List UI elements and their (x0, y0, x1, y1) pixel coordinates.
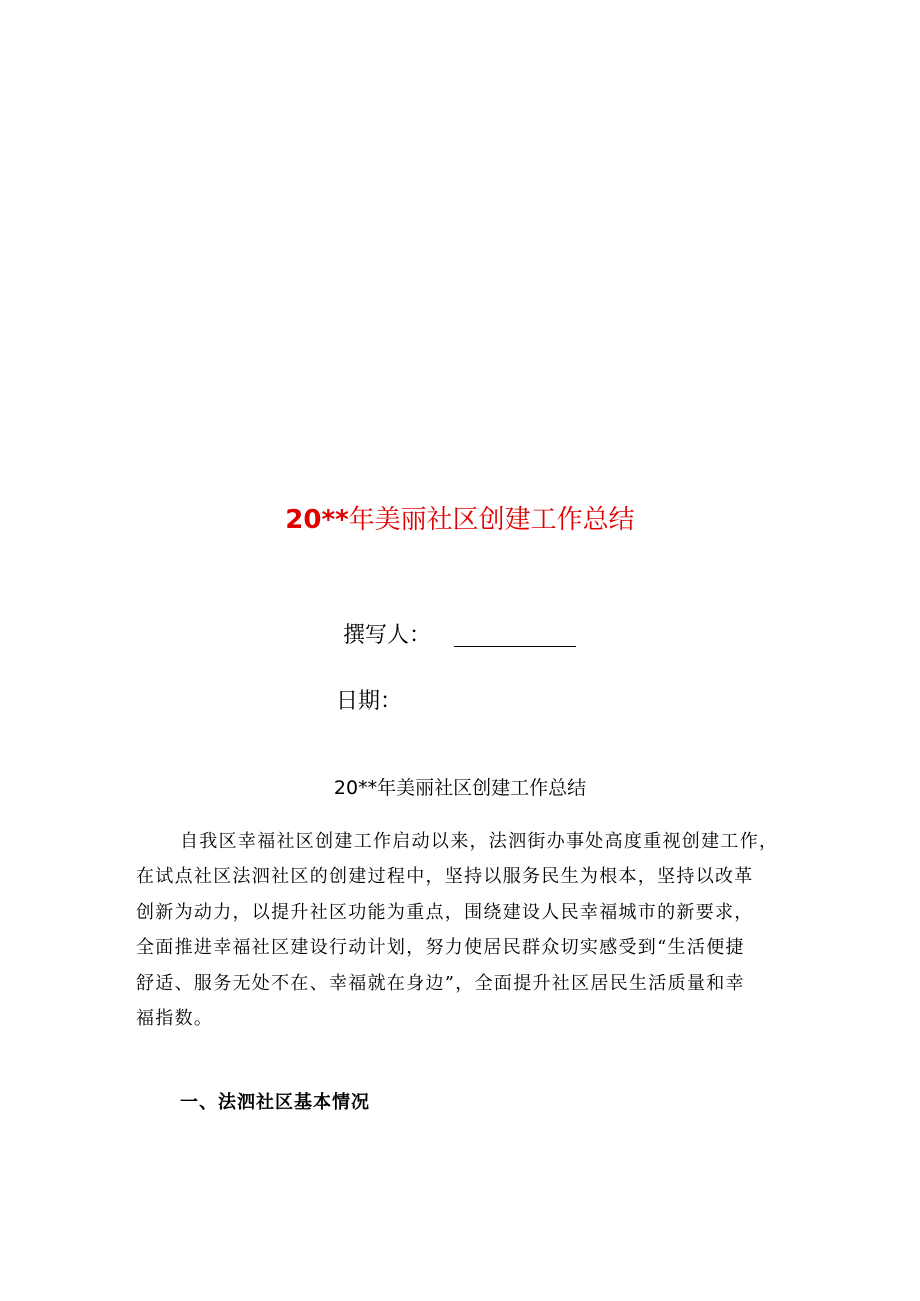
paragraph-line: 舒适、服务无处不在、幸福就在身边”，全面提升社区居民生活质量和幸 (136, 972, 745, 994)
paragraph-line: 自我区幸福社区创建工作启动以来，法泗街办事处高度重视创建工作， (180, 831, 779, 852)
paragraph-line: 全面推进幸福社区建设行动计划，努力使居民群众切实感受到“生活便捷 (136, 937, 745, 959)
section-heading: 一、法泗社区基本情况 (180, 1092, 370, 1113)
date-label: 日期： (336, 689, 403, 714)
cover-title-year: 20** (285, 505, 349, 535)
cover-title (0, 500, 920, 540)
paragraph-line: 福指数。 (136, 1007, 214, 1029)
author-blank-line (454, 646, 576, 647)
cover-title-text: 年美丽社区创建工作总结 (348, 505, 635, 535)
paragraph-line: 创新为动力，以提升社区功能为重点，围绕建设人民幸福城市的新要求， (136, 901, 754, 923)
intro-paragraph (136, 824, 796, 1036)
paragraph-line: 在试点社区法泗社区的创建过程中，坚持以服务民生为根本，坚持以改革 (136, 866, 754, 888)
author-label: 撰写人： (343, 623, 432, 648)
document-title: 20**年美丽社区创建工作总结 (333, 777, 587, 799)
